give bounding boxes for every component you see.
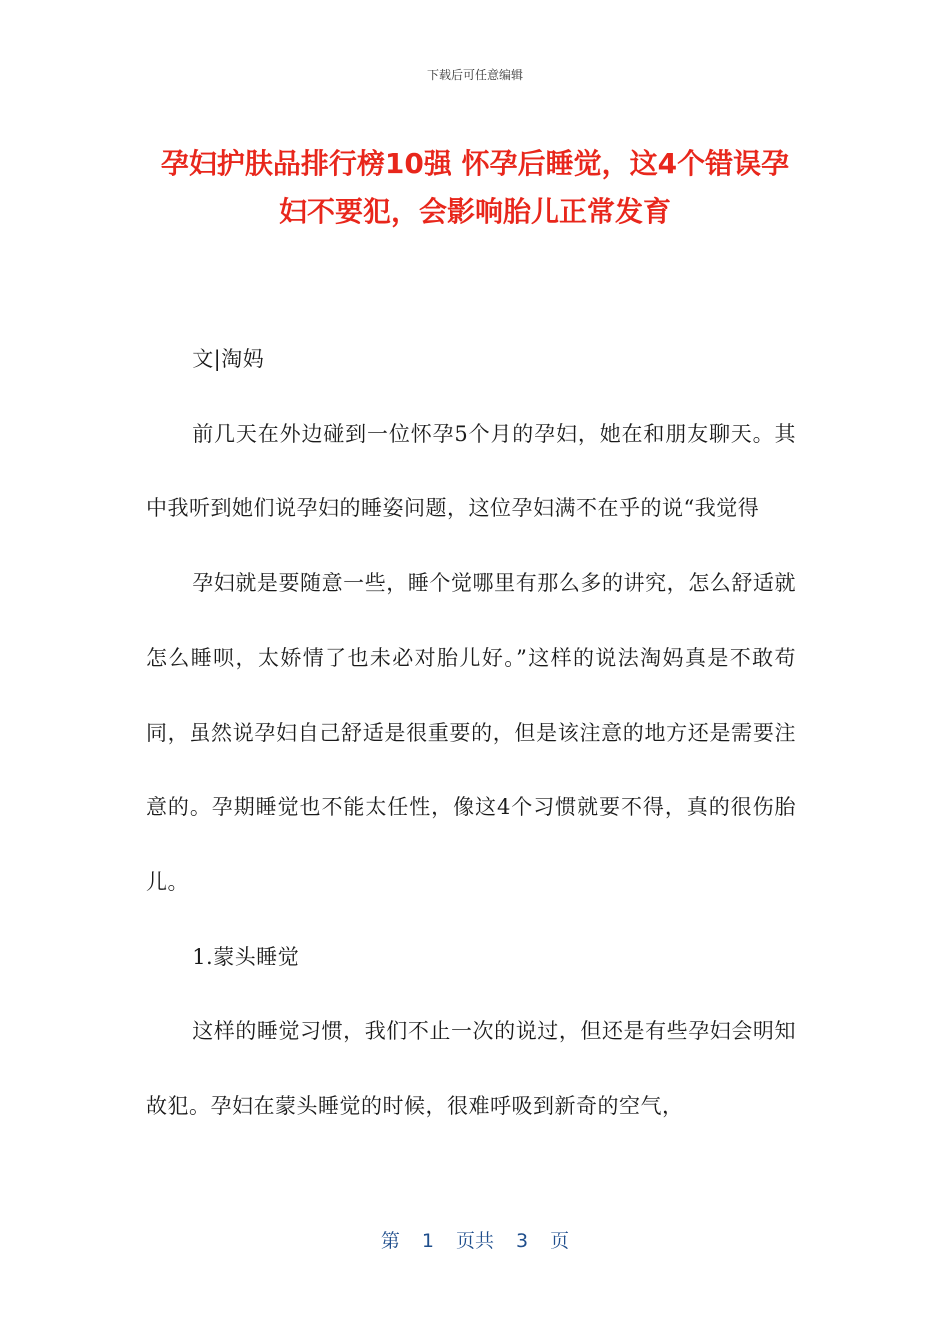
paragraph: 前几天在外边碰到一位怀孕5个月的孕妇，她在和朋友聊天。其中我听到她们说孕妇的睡姿问题，这位孕妇满不在乎的说“我觉得 xyxy=(146,421,796,521)
paragraph: 孕妇就是要随意一些，睡个觉哪里有那么多的讲究，怎么舒适就怎么睡呗，太娇情了也未必对胎儿好。”这样的说法淘妈真是不敢苟同，虽然说孕妇自己舒适是很重要的，但是该注意的地方还是需要注意的。孕期睡觉也不能太任性，像这4个习惯就要不得，真的很伤胎儿。 xyxy=(146,571,796,894)
footer-prefix: 第 xyxy=(380,1230,400,1252)
total-page-count: 3 xyxy=(516,1230,529,1252)
current-page-number: 1 xyxy=(421,1230,434,1252)
document-body xyxy=(146,322,796,1144)
author-line: 文|淘妈 xyxy=(192,347,265,371)
section-heading: 1.蒙头睡觉 xyxy=(192,944,300,969)
page-footer xyxy=(0,1226,950,1253)
header-note: 下载后可任意编辑 xyxy=(426,68,523,82)
paragraph: 这样的睡觉习惯，我们不止一次的说过，但还是有些孕妇会明知故犯。孕妇在蒙头睡觉的时候，很难呼吸到新奇的空气， xyxy=(146,1019,796,1119)
document-title: 孕妇护肤品排行榜10强 怀孕后睡觉，这4个错误孕妇不要犯，会影响胎儿正常发育 xyxy=(160,147,790,228)
footer-middle: 页共 xyxy=(455,1230,494,1252)
footer-suffix: 页 xyxy=(550,1230,570,1252)
